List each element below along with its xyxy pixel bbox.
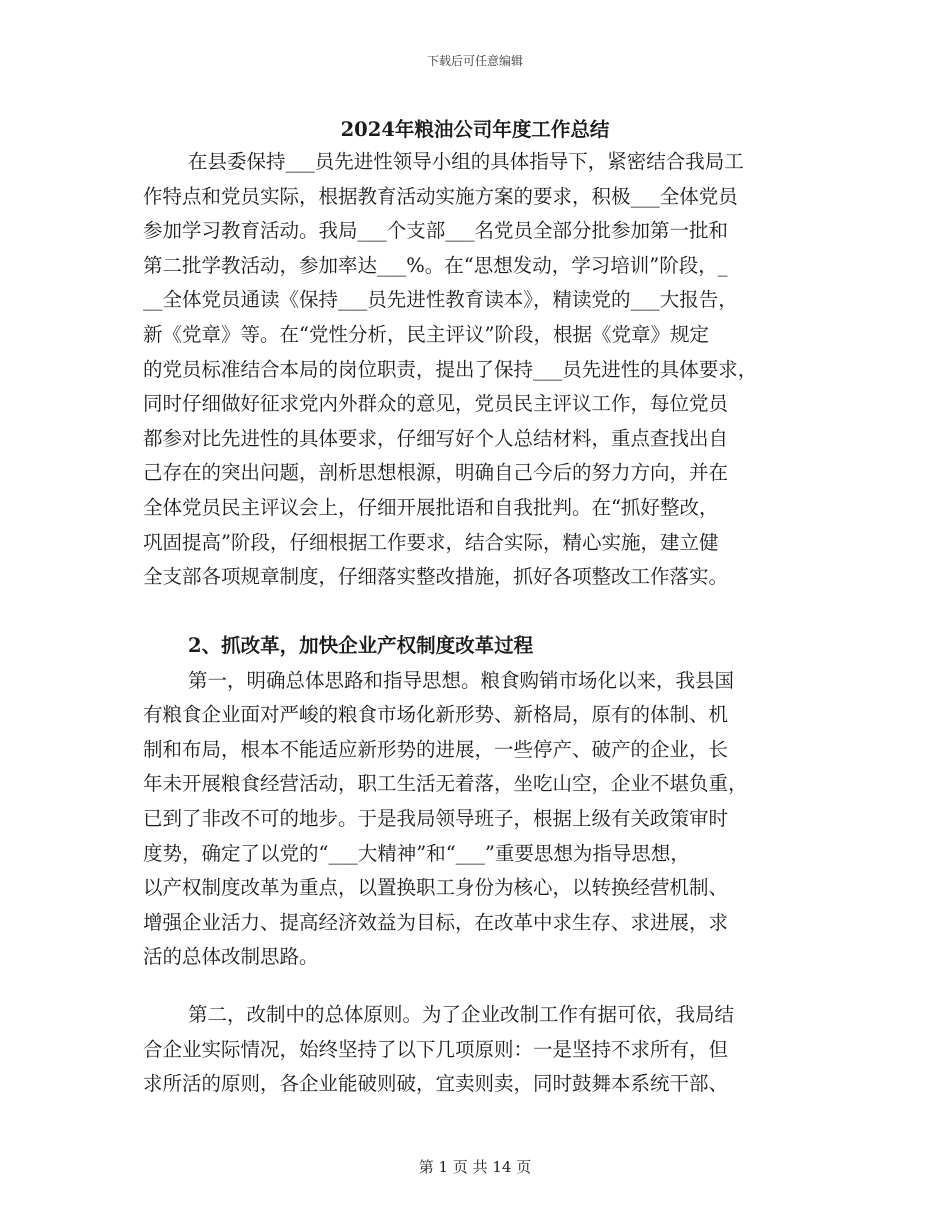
text-line: 合企业实际情况，始终坚持了以下几项原则：一是坚持不求所有，但 [143,1037,729,1061]
text-line: 新《党章》等。在“党性分析，民主评议”阶段，根据《党章》规定 [143,322,709,346]
text-line: 已到了非改不可的地步。于是我局领导班子，根据上级有关政策审时 [143,806,729,830]
text-line: 参加学习教育活动。我局___个支部___名党员全部分批参加第一批和 [143,219,729,243]
text-line: 有粮食企业面对严峻的粮食市场化新形势、新格局，原有的体制、机 [143,703,729,727]
section-2 [143,629,823,975]
text-line: 在县委保持___员先进性领导小组的具体指导下，紧密结合我局工 [188,150,744,173]
page-header: 下载后可任意编辑 [426,54,523,68]
text-line: 己存在的突出问题，剖析思想根源，明确自己今后的努力方向，并在 [143,461,729,485]
paragraph-1 [143,145,823,595]
document-title: 2024年粮油公司年度工作总结 [340,118,610,141]
text-line: 制和布局，根本不能适应新形势的进展，一些停产、破产的企业，长 [143,737,729,761]
text-line: 全体党员民主评议会上，仔细开展批语和自我批判。在“抓好整改， [143,495,719,519]
text-line: 第一，明确总体思路和指导思想。粮食购销市场化以来，我县国 [188,668,735,692]
text-line: 求所活的原则，各企业能破则破，宜卖则卖，同时鼓舞本系统干部、 [143,1072,729,1096]
text-line: 年未开展粮食经营活动，职工生活无着落，坐吃山空，企业不堪负重， [143,772,748,796]
text-line: 的党员标准结合本局的岗位职责，提出了保持___员先进性的具体要求， [143,357,758,381]
text-line: 第二，改制中的总体原则。为了企业改制工作有据可依，我局结 [188,1003,735,1026]
text-line: 都参对比先进性的具体要求，仔细写好个人总结材料，重点查找出自 [143,426,729,450]
text-line: __全体党员通读《保持___员先进性教育读本》，精读党的___大报告， [143,288,738,312]
text-line: 以产权制度改革为重点，以置换职工身份为核心，以转换经营机制、 [143,876,729,900]
text-line: 第二批学教活动，参加率达___%。在“思想发动，学习培训”阶段，_ [143,253,728,277]
section-heading: 2、抓改革，加快企业产权制度改革过程 [188,634,534,657]
text-line: 活的总体改制思路。 [143,945,319,969]
paragraph-3 [143,998,823,1102]
text-line: 全支部各项规章制度，仔细落实整改措施，抓好各项整改工作落实。 [143,565,729,589]
text-line: 巩固提高”阶段，仔细根据工作要求，结合实际，精心实施，建立健 [143,530,719,554]
page-footer: 第 1 页 共 14 页 [418,1158,532,1176]
text-line: 同时仔细做好征求党内外群众的意见，党员民主评议工作，每位党员 [143,392,729,416]
text-line: 度势，确定了以党的“___大精神”和“___”重要思想为指导思想， [143,841,690,865]
text-line: 作特点和党员实际，根据教育活动实施方案的要求，积极___全体党员 [143,184,738,208]
text-line: 增强企业活力、提高经济效益为目标，在改革中求生存、求进展，求 [143,910,729,934]
